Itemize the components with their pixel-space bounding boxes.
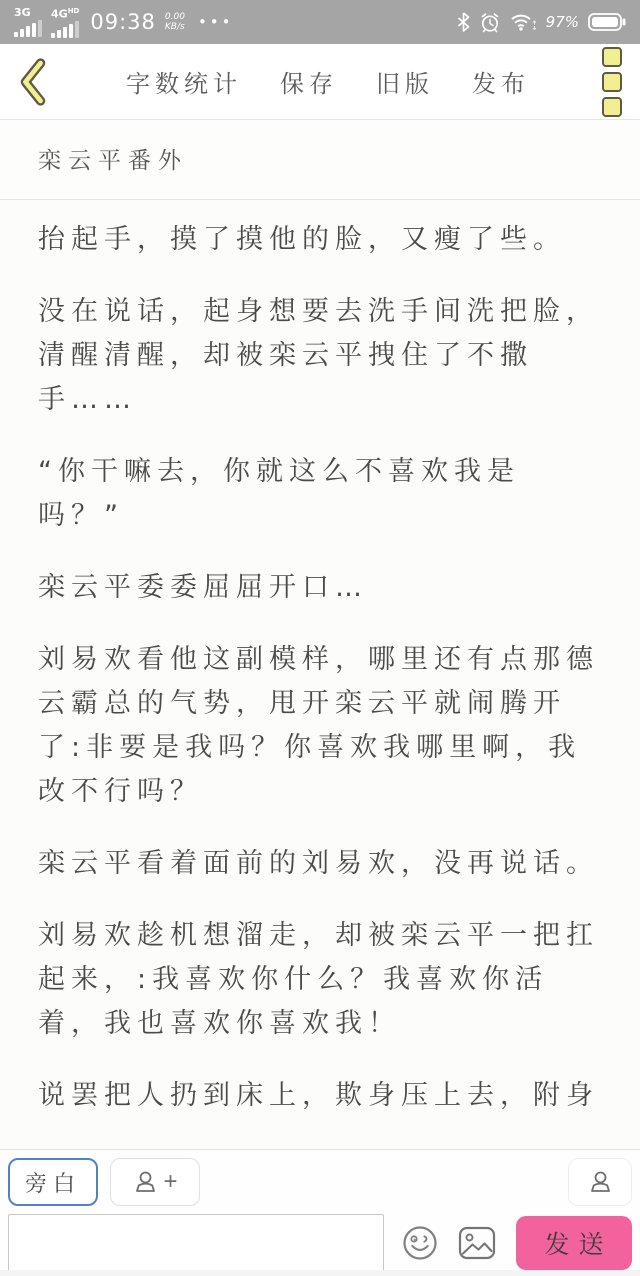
clock-time: 09:38 [90, 10, 156, 34]
network-type-label: 3G [14, 6, 31, 19]
more-menu-button[interactable] [600, 45, 624, 119]
nav-item-save[interactable]: 保存 [280, 70, 338, 98]
wifi-icon [510, 13, 537, 31]
plus-icon: + [163, 1168, 178, 1195]
story-paragraph[interactable]: 栾云平委委屈屈开口… [38, 572, 368, 603]
composer-top-row [8, 1158, 632, 1206]
picture-button[interactable] [456, 1223, 498, 1263]
network-type-label: $4G^{HD}$ [51, 6, 80, 21]
nav-item-old-version[interactable]: 旧版 [376, 70, 434, 98]
battery-percent: 97% [545, 13, 579, 31]
network-speed: 0.00 KB/s [164, 12, 185, 32]
narration-button[interactable]: 旁白 [8, 1158, 98, 1206]
story-paragraph[interactable]: 刘易欢趁机想溜走，却被栾云平一把扛起来，:我喜欢你什么？我喜欢你活着，我也喜欢你喜欢我！ [38, 920, 599, 1039]
nav-item-publish[interactable]: 发布 [472, 70, 530, 98]
composer-input-row [8, 1214, 632, 1272]
editor-content[interactable] [0, 200, 640, 1152]
menu-square-icon [602, 72, 622, 92]
add-character-button[interactable] [110, 1158, 200, 1206]
status-bar [0, 0, 640, 44]
story-paragraph[interactable]: 说罢把人扔到床上，欺身压上去，附身 [38, 1080, 599, 1111]
person-icon [587, 1169, 614, 1195]
alarm-clock-icon [479, 12, 501, 33]
story-paragraph[interactable]: 没在说话，起身想要去洗手间洗把脸，清醒清醒，却被栾云平拽住了不撒手…… [38, 296, 599, 415]
notification-dots: ••• [197, 13, 234, 31]
battery-icon [588, 13, 626, 31]
send-button[interactable]: 发送 [516, 1216, 632, 1270]
story-paragraph[interactable]: 栾云平看着面前的刘易欢，没再说话。 [38, 848, 599, 879]
chapter-title[interactable]: 栾云平番外 [0, 120, 640, 200]
story-paragraph[interactable]: “你干嘛去，你就这么不喜欢我是吗？” [38, 456, 520, 531]
story-paragraph[interactable]: 刘易欢看他这副模样，哪里还有点那德云霸总的气势，甩开栾云平就闹腾开了:非要是我吗？你喜欢我哪里啊，我改不行吗？ [38, 644, 599, 807]
menu-square-icon [602, 47, 622, 67]
signal-4g [51, 6, 79, 39]
bluetooth-icon [457, 12, 470, 32]
person-icon [132, 1169, 159, 1195]
image-icon [456, 1223, 498, 1263]
message-input[interactable] [8, 1214, 384, 1272]
nav-bar [0, 44, 640, 120]
menu-square-icon [602, 97, 622, 117]
nav-item-word-count[interactable]: 字数统计 [126, 70, 242, 98]
nav-menu [56, 64, 600, 99]
story-paragraph[interactable]: 抬起手，摸了摸他的脸，又瘦了些。 [38, 224, 566, 255]
emoji-button[interactable] [400, 1223, 440, 1263]
signal-3g [14, 7, 42, 37]
back-button[interactable] [16, 54, 56, 110]
signal-bars-icon [51, 21, 79, 38]
chevron-left-icon [16, 57, 50, 107]
composer-bar [0, 1149, 640, 1276]
signal-bars-icon [14, 20, 42, 37]
character-button[interactable] [568, 1158, 632, 1206]
bottom-strip [0, 1270, 640, 1276]
wink-smiley-icon [400, 1223, 440, 1263]
